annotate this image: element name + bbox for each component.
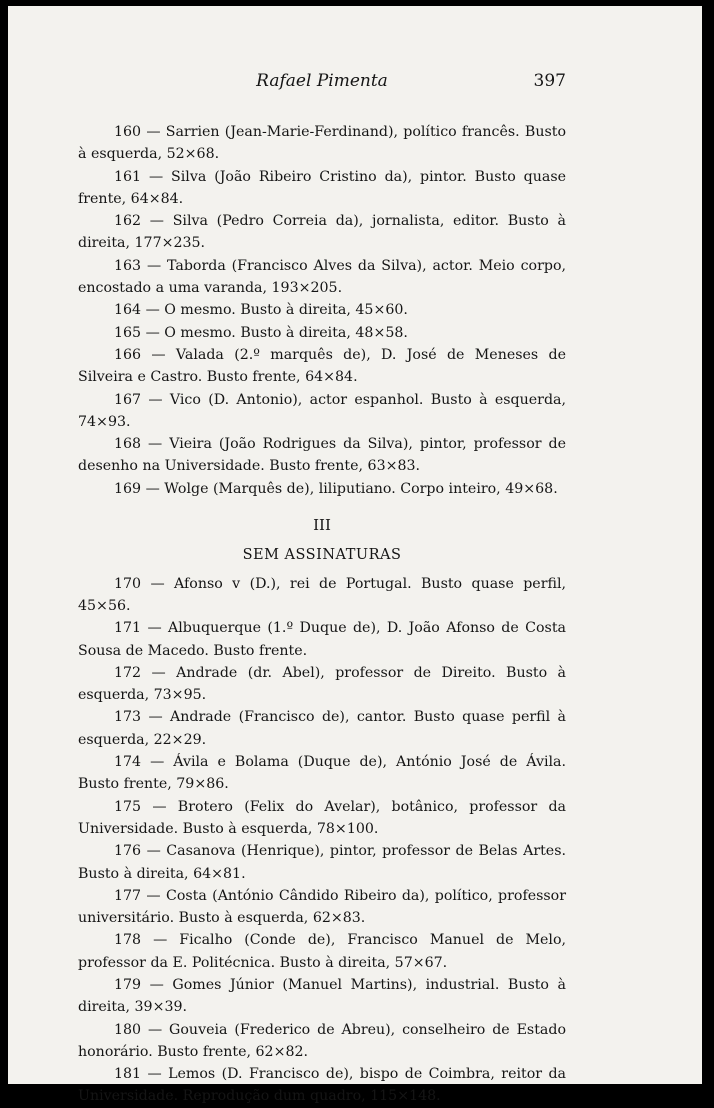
catalog-entry: 170 — Afonso v (D.), rei de Portugal. Busto quase perfil, 45×56.	[78, 575, 566, 614]
page-number: 397	[533, 71, 566, 91]
catalog-entry: 171 — Albuquerque (1.º Duque de), D. João Afonso de Costa Sousa de Macedo. Busto frente.	[78, 620, 566, 659]
catalog-entry: 177 — Costa (António Cândido Ribeiro da), político, professor universitário. Busto à esquerda, 62×83.	[78, 887, 566, 927]
book-page	[8, 6, 702, 1105]
catalog-entry: 173 — Andrade (Francisco de), cantor. Busto quase perfil à esquerda, 22×29.	[78, 709, 566, 748]
catalog-entry: 162 — Silva (Pedro Correia da), jornalista, editor. Busto à direita, 177×235.	[78, 213, 566, 252]
catalog-entry: 166 — Valada (2.º marquês de), D. José de Meneses de Silveira e Castro. Busto frente, 64×84.	[78, 346, 566, 386]
catalog-entry: 168 — Vieira (João Rodrigues da Silva), pintor, professor de desenho na Universidade. Busto frente, 63×83.	[78, 436, 566, 475]
catalog-entry: 174 — Ávila e Bolama (Duque de), António José de Ávila. Busto frente, 79×86.	[78, 754, 566, 793]
running-header	[78, 71, 566, 99]
catalog-entry: 160 — Sarrien (Jean-Marie-Ferdinand), político francês. Busto à esquerda, 52×68.	[78, 124, 566, 163]
catalog-entry: 163 — Taborda (Francisco Alves da Silva), actor. Meio corpo, encostado a uma varanda, 193×205.	[78, 257, 566, 297]
catalog-entry: 181 — Lemos (D. Francisco de), bispo de Coimbra, reitor da Universidade. Reprodução dum quadro, 115×148.	[78, 1066, 566, 1105]
catalog-entry: 172 — Andrade (dr. Abel), professor de Direito. Busto à esquerda, 73×95.	[78, 664, 566, 704]
page-content	[78, 71, 566, 1108]
catalog-entry: 175 — Brotero (Felix do Avelar), botânico, professor da Universidade. Busto à esquerda, 78×100.	[78, 798, 566, 837]
section-title: SEM ASSINATURAS	[242, 547, 402, 564]
catalog-entry: 167 — Vico (D. Antonio), actor espanhol. Busto à esquerda, 74×93.	[78, 391, 566, 430]
catalog-entry: 178 — Ficalho (Conde de), Francisco Manuel de Melo, professor da E. Politécnica. Busto à direita, 57×67.	[78, 932, 566, 971]
catalog-entry: 180 — Gouveia (Frederico de Abreu), conselheiro de Estado honorário. Busto frente, 62×82.	[78, 1021, 566, 1060]
catalog-entry: 164 — O mesmo. Busto à direita, 45×60.	[114, 302, 408, 319]
running-head-author: Rafael Pimenta	[256, 71, 388, 91]
catalog-entries	[78, 121, 566, 1108]
catalog-entry: 169 — Wolge (Marquês de), liliputiano. Corpo inteiro, 49×68.	[114, 480, 558, 497]
section-number: III	[313, 516, 331, 535]
catalog-entry: 176 — Casanova (Henrique), pintor, professor de Belas Artes. Busto à direita, 64×81.	[78, 843, 566, 882]
catalog-entry: 165 — O mesmo. Busto à direita, 48×58.	[114, 324, 408, 341]
catalog-entry: 161 — Silva (João Ribeiro Cristino da), pintor. Busto quase frente, 64×84.	[78, 168, 566, 207]
catalog-entry: 179 — Gomes Júnior (Manuel Martins), industrial. Busto à direita, 39×39.	[78, 976, 566, 1016]
